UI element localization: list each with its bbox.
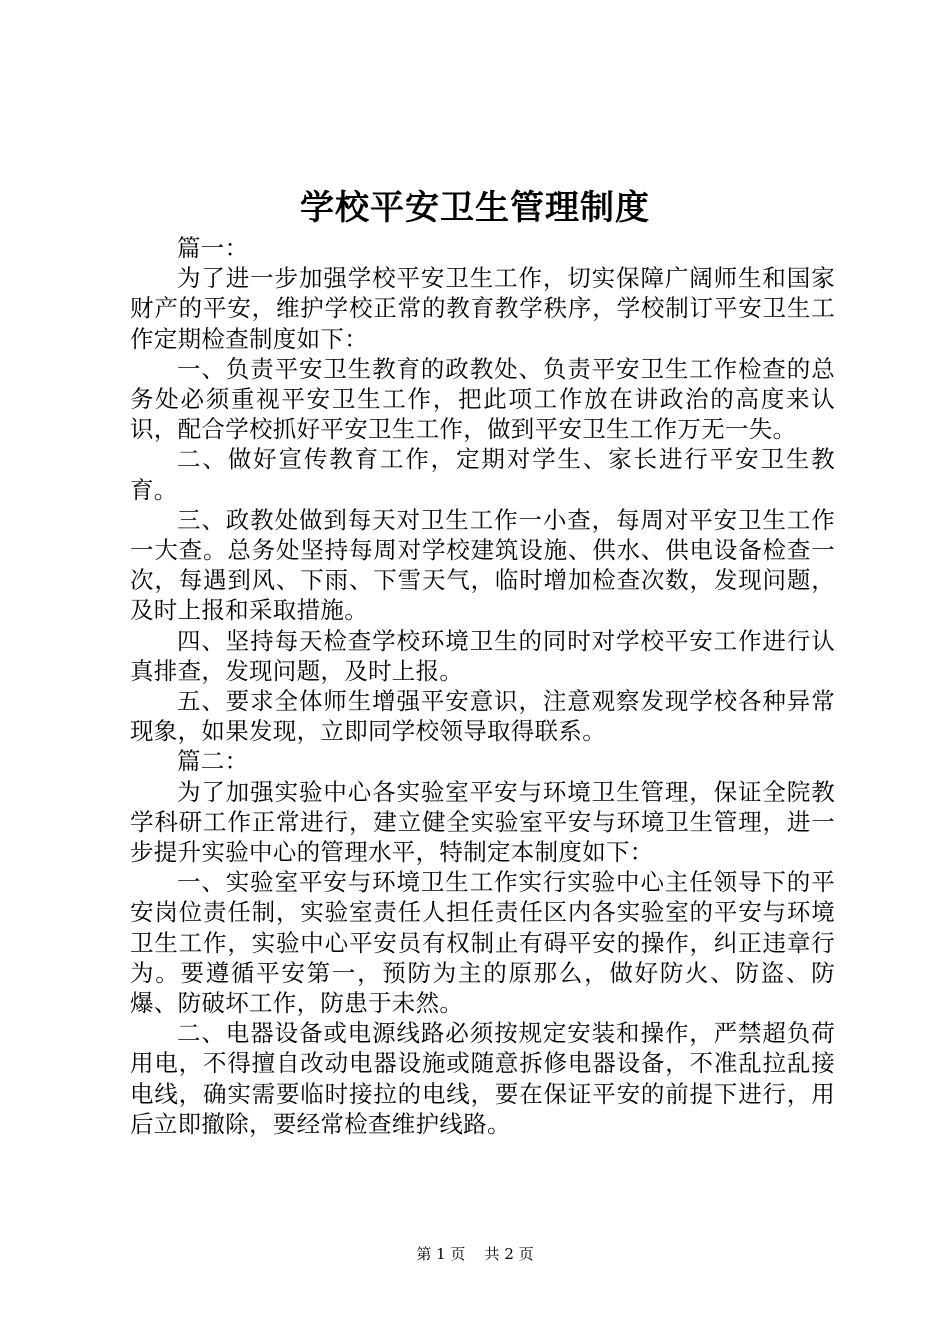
page-footer	[0, 1244, 950, 1264]
paragraph: 二、电器设备或电源线路必须按规定安装和操作，严禁超负荷用电，不得擅自改动电器设施或随意拆修电器设备，不准乱拉乱接电线，确实需要临时接拉的电线，要在保证平安的前提下进行，用后立即撤除，要经常检查维护线路。	[130, 1019, 835, 1138]
page-total: 共 2 页	[484, 1245, 534, 1263]
page-number: 第 1 页	[416, 1245, 466, 1263]
document-title: 学校平安卫生管理制度	[300, 188, 650, 228]
section-heading-part-one: 篇一：	[177, 234, 249, 262]
paragraph: 为了进一步加强学校平安卫生工作，切实保障广阔师生和国家财产的平安，维护学校正常的教育教学秩序，学校制订平安卫生工作定期检查制度如下：	[130, 264, 835, 353]
section-heading-part-two: 篇二：	[177, 747, 249, 776]
paragraph: 三、政教处做到每天对卫生工作一小查，每周对平安卫生工作一大查。总务处坚持每周对学校建筑设施、供水、供电设备检查一次，每遇到风、下雨、下雪天气，临时增加检查次数，发现问题，及时上报和采取措施。	[130, 505, 835, 625]
paragraph: 二、做好宣传教育工作，定期对学生、家长进行平安卫生教育。	[130, 445, 835, 504]
footer-spacer	[470, 1245, 480, 1263]
paragraph: 五、要求全体师生增强平安意识，注意观察发现学校各种异常现象，如果发现，立即同学校领导取得联系。	[130, 687, 835, 746]
paragraph: 为了加强实验中心各实验室平安与环境卫生管理，保证全院教学科研工作正常进行，建立健全实验室平安与环境卫生管理，进一步提升实验中心的管理水平，特制定本制度如下：	[130, 777, 835, 867]
paragraph: 一、实验室平安与环境卫生工作实行实验中心主任领导下的平安岗位责任制，实验室责任人担任责任区内各实验室的平安与环境卫生工作，实验中心平安员有权制止有碍平安的操作，纠正违章行为。要遵循平安第一，预防为主的原那么，做好防火、防盗、防爆、防破坏工作，防患于未然。	[130, 868, 835, 1018]
document-body	[130, 233, 835, 1139]
paragraph: 四、坚持每天检查学校环境卫生的同时对学校平安工作进行认真排查，发现问题，及时上报。	[130, 626, 835, 685]
paragraph: 一、负责平安卫生教育的政教处、负责平安卫生工作检查的总务处必须重视平安卫生工作，把此项工作放在讲政治的高度来认识，配合学校抓好平安卫生工作，做到平安卫生工作万无一失。	[130, 354, 835, 444]
